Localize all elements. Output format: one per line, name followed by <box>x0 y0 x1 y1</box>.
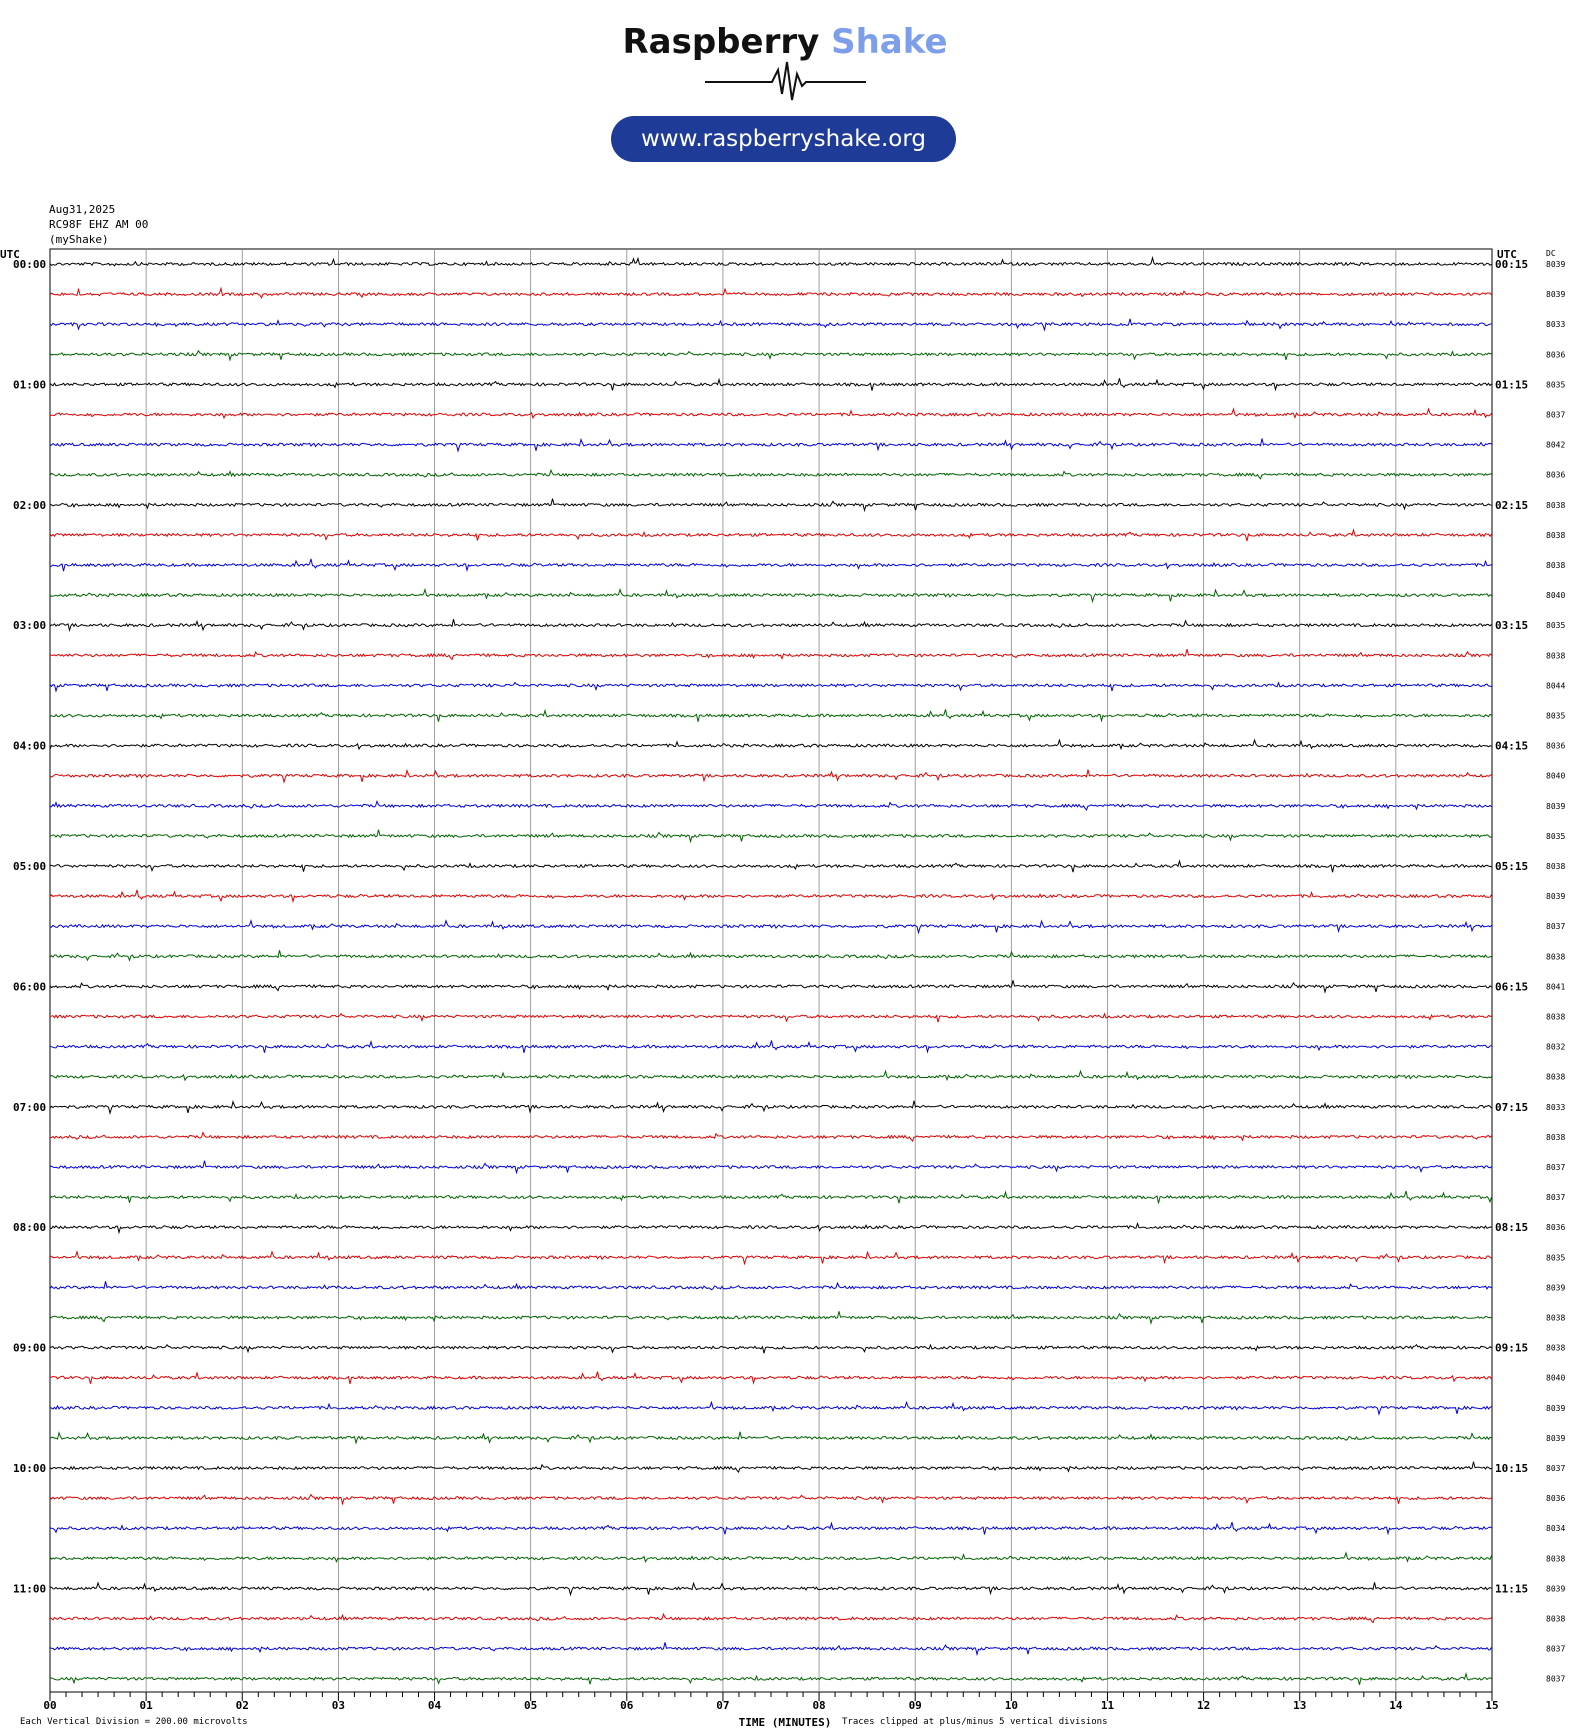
x-tick-label: 15 <box>1485 1699 1499 1712</box>
seismic-trace <box>50 619 1492 630</box>
seismic-trace <box>50 1462 1492 1472</box>
dc-value: 8036 <box>1546 470 1566 480</box>
seismic-trace <box>50 1402 1492 1414</box>
x-tick-label: 07 <box>716 1699 730 1712</box>
seismic-trace <box>50 709 1492 721</box>
dc-value: 8038 <box>1546 651 1566 661</box>
seismic-trace <box>50 499 1492 511</box>
dc-value: 8040 <box>1546 771 1566 781</box>
hour-label-right: 11:15 <box>1495 1582 1529 1596</box>
header-date: Aug31,2025 <box>49 203 116 216</box>
seismic-trace <box>50 1133 1492 1142</box>
seismic-trace <box>50 1014 1492 1022</box>
seismic-trace <box>50 258 1492 266</box>
dc-value: 8037 <box>1546 1644 1566 1654</box>
seismic-trace <box>50 1495 1492 1504</box>
plot-grid <box>50 249 1492 1701</box>
hour-label-right: 02:15 <box>1495 498 1529 512</box>
dc-value: 8035 <box>1546 621 1566 631</box>
dc-value: 8039 <box>1546 892 1566 902</box>
dc-value: 8032 <box>1546 1042 1566 1052</box>
seismic-trace <box>50 890 1492 901</box>
seismic-trace <box>50 590 1492 602</box>
hour-label-right: 04:15 <box>1495 739 1529 753</box>
seismic-trace <box>50 740 1492 749</box>
seismic-trace <box>50 1582 1492 1594</box>
x-axis-title: TIME (MINUTES) <box>738 1716 832 1729</box>
seismic-trace <box>50 351 1492 360</box>
axis-labels <box>0 248 1565 1729</box>
dc-value: 8035 <box>1546 831 1566 841</box>
dc-value: 8039 <box>1546 1283 1566 1293</box>
x-tick-label: 04 <box>427 1699 442 1712</box>
seismic-trace <box>50 470 1492 479</box>
brand-name-light: Shake <box>831 22 948 62</box>
hour-label-left: 01:00 <box>13 378 47 392</box>
dc-value: 8037 <box>1546 1464 1566 1473</box>
hour-label-left: 03:00 <box>13 619 47 633</box>
dc-value: 8037 <box>1546 922 1566 932</box>
dc-value: 8038 <box>1546 561 1566 570</box>
seismic-trace <box>50 319 1492 330</box>
x-tick-label: 14 <box>1389 1699 1403 1712</box>
dc-value: 8038 <box>1546 1313 1566 1323</box>
seismic-trace <box>50 980 1492 992</box>
hour-label-right: 07:15 <box>1495 1100 1529 1114</box>
dc-value: 8033 <box>1546 1102 1566 1112</box>
x-tick-label: 11 <box>1100 1699 1115 1712</box>
dc-value: 8044 <box>1546 681 1566 691</box>
dc-value: 8036 <box>1546 741 1566 751</box>
dc-value: 8041 <box>1546 982 1566 992</box>
seismic-trace <box>50 861 1492 872</box>
x-tick-label: 10 <box>1004 1699 1018 1712</box>
seismic-trace <box>50 950 1492 960</box>
hour-label-right: 05:15 <box>1495 860 1529 873</box>
website-link[interactable]: www.raspberryshake.org <box>611 116 956 162</box>
dc-value: 8035 <box>1546 380 1566 390</box>
seismic-trace <box>50 1224 1492 1233</box>
brand-name-dark: Raspberry <box>622 22 820 62</box>
hour-label-right: 06:15 <box>1495 980 1529 994</box>
hour-label-right: 01:15 <box>1495 378 1529 392</box>
dc-value: 8038 <box>1546 1343 1566 1353</box>
dc-value: 8037 <box>1546 410 1566 420</box>
hour-label-left: 11:00 <box>13 1582 47 1596</box>
dc-value: 8039 <box>1546 260 1566 269</box>
seismic-trace <box>50 409 1492 418</box>
hour-label-left: 05:00 <box>13 860 47 873</box>
dc-value: 8039 <box>1546 290 1566 300</box>
dc-value: 8038 <box>1546 1072 1566 1082</box>
header-station: RC98F EHZ AM 00 <box>49 218 149 231</box>
trace-lines <box>50 258 1492 1685</box>
x-tick-label: 05 <box>524 1699 538 1712</box>
header-source: (myShake) <box>49 233 109 246</box>
seismic-trace <box>50 289 1492 298</box>
hour-label-right: 09:15 <box>1495 1341 1529 1355</box>
seismic-trace <box>50 1191 1492 1203</box>
hour-label-left: 00:00 <box>13 258 47 271</box>
seismic-trace <box>50 1071 1492 1080</box>
seismic-trace <box>50 1642 1492 1654</box>
dc-value: 8039 <box>1546 1433 1566 1443</box>
x-tick-label: 12 <box>1196 1699 1211 1712</box>
dc-value: 8037 <box>1546 1193 1566 1203</box>
x-tick-label: 00 <box>43 1699 57 1712</box>
x-tick-label: 09 <box>908 1699 922 1712</box>
dc-value: 8040 <box>1546 1373 1566 1383</box>
hour-label-left: 04:00 <box>13 739 47 753</box>
x-tick-label: 02 <box>235 1699 249 1712</box>
dc-value: 8038 <box>1546 1012 1566 1022</box>
dc-value: 8042 <box>1546 440 1566 450</box>
dc-value: 8038 <box>1546 1554 1566 1564</box>
dc-value: 8035 <box>1546 711 1566 721</box>
seismic-trace <box>50 683 1492 691</box>
dc-value: 8033 <box>1546 320 1566 330</box>
utc-label-left: UTC <box>0 248 20 261</box>
dc-value: 8040 <box>1546 591 1566 601</box>
dc-value: 8038 <box>1546 952 1566 962</box>
dc-value: 8036 <box>1546 350 1566 360</box>
x-tick-label: 06 <box>620 1699 634 1712</box>
dc-value: 8038 <box>1546 1614 1566 1624</box>
seismic-trace <box>50 1614 1492 1623</box>
dc-value: 8037 <box>1546 1674 1566 1684</box>
seismic-trace <box>50 530 1492 541</box>
hour-label-right: 03:15 <box>1495 619 1529 633</box>
hour-label-left: 08:00 <box>13 1221 47 1235</box>
seismic-trace <box>50 1311 1492 1323</box>
dc-value: 8039 <box>1546 801 1566 811</box>
x-tick-label: 13 <box>1293 1699 1307 1712</box>
x-tick-label: 03 <box>331 1699 346 1712</box>
seismic-trace <box>50 378 1492 390</box>
dc-value: 8035 <box>1546 1253 1566 1263</box>
seismic-trace <box>50 559 1492 571</box>
seismic-trace <box>50 770 1492 782</box>
seismic-trace <box>50 801 1492 810</box>
x-tick-label: 08 <box>812 1699 826 1712</box>
hour-label-left: 09:00 <box>13 1341 47 1355</box>
seismic-trace <box>50 1674 1492 1685</box>
plot-frame <box>50 249 1492 1692</box>
dc-value: 8038 <box>1546 1132 1566 1142</box>
seismic-trace <box>50 1553 1492 1562</box>
seismic-trace <box>50 439 1492 451</box>
seismic-trace <box>50 649 1492 659</box>
hour-label-right: 00:15 <box>1495 258 1529 271</box>
seismic-trace <box>50 1161 1492 1173</box>
seismic-trace <box>50 1432 1492 1443</box>
seismic-trace <box>50 921 1492 933</box>
seismic-trace <box>50 1372 1492 1384</box>
hour-label-left: 06:00 <box>13 980 47 994</box>
seismic-trace <box>50 1281 1492 1289</box>
dc-value: 8034 <box>1546 1524 1566 1534</box>
seismic-trace <box>50 830 1492 842</box>
dc-value: 8038 <box>1546 500 1566 510</box>
x-tick-label: 01 <box>139 1699 153 1712</box>
hour-label-left: 10:00 <box>13 1462 47 1475</box>
dc-value: 8039 <box>1546 1584 1566 1594</box>
seismic-trace <box>50 1345 1492 1353</box>
dc-value: 8039 <box>1546 1403 1566 1413</box>
seismic-trace <box>50 1041 1492 1053</box>
hour-label-right: 10:15 <box>1495 1462 1529 1475</box>
hour-label-right: 08:15 <box>1495 1221 1529 1235</box>
dc-value: 8037 <box>1546 1163 1566 1172</box>
dc-label: DC <box>1546 249 1556 258</box>
scale-note: Each Vertical Division = 200.00 microvolts <box>20 1717 248 1727</box>
clip-note: Traces clipped at plus/minus 5 vertical divisions <box>842 1717 1108 1727</box>
hour-label-left: 07:00 <box>13 1100 47 1114</box>
seismic-trace <box>50 1522 1492 1534</box>
hour-label-left: 02:00 <box>13 498 47 512</box>
seismic-trace <box>50 1101 1492 1113</box>
seismic-trace <box>50 1252 1492 1264</box>
utc-label-right: UTC <box>1497 248 1517 261</box>
dc-value: 8036 <box>1546 1494 1566 1504</box>
dc-value: 8038 <box>1546 530 1566 540</box>
dc-value: 8036 <box>1546 1223 1566 1233</box>
dc-value: 8038 <box>1546 862 1566 871</box>
